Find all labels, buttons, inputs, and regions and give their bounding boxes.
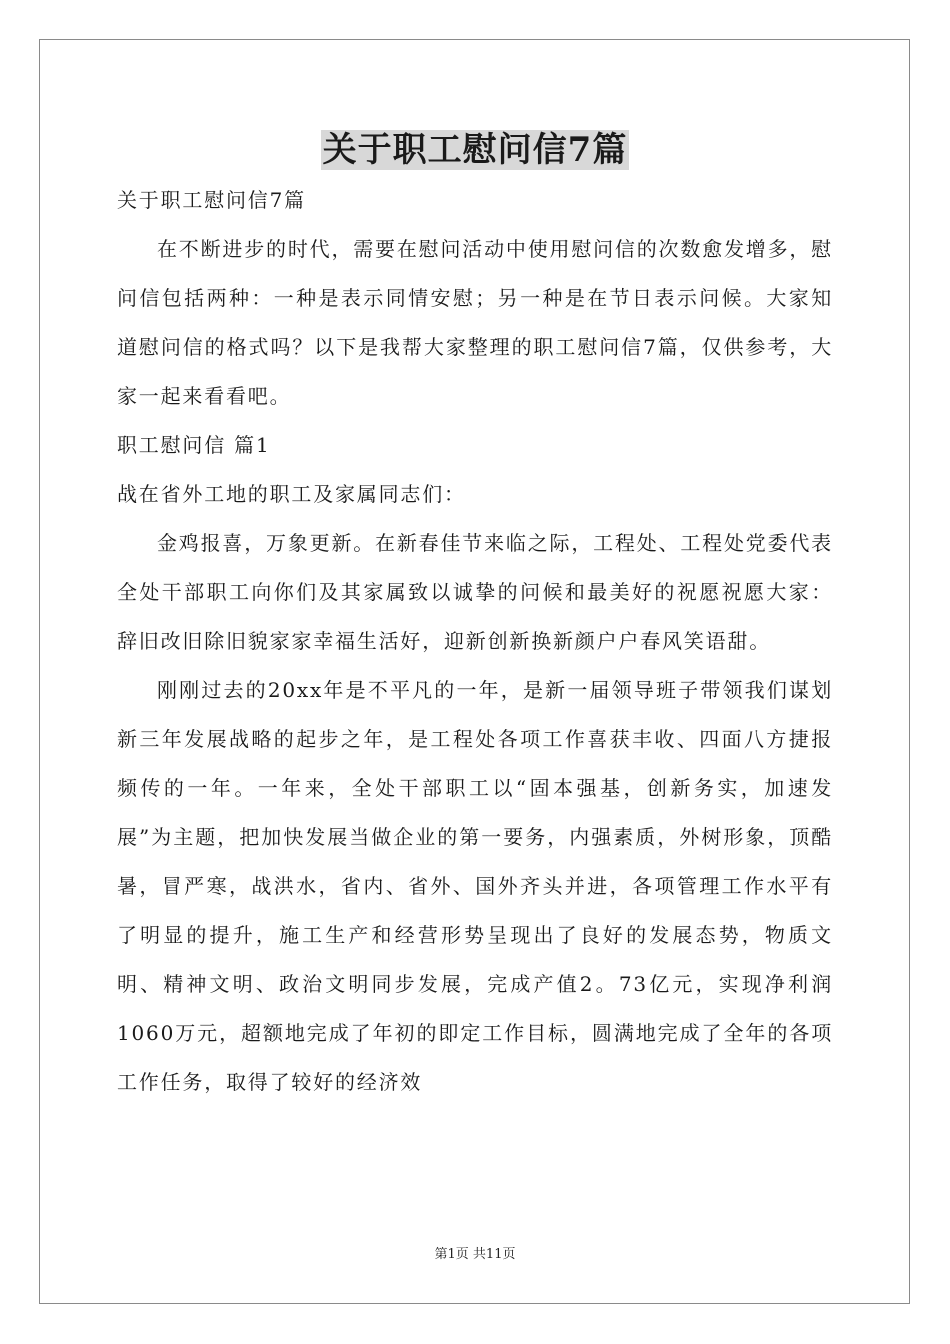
page-number: 第1页 共11页 — [434, 1247, 516, 1262]
intro-paragraph: 在不断进步的时代，需要在慰问活动中使用慰问信的次数愈发增多，慰问信包括两种：一种是表示同情安慰；另一种是在节日表示问候。大家知道慰问信的格式吗？以下是我帮大家整理的职工慰问信7篇，仅供参考，大家一起来看看吧。 — [117, 237, 833, 408]
document-title — [0, 123, 950, 177]
document-subtitle: 关于职工慰问信7篇 — [117, 188, 306, 212]
document-title-text: 关于职工慰问信7篇 — [322, 130, 628, 170]
section-heading: 职工慰问信 篇1 — [117, 433, 271, 457]
body-paragraph: 金鸡报喜，万象更新。在新春佳节来临之际，工程处、工程处党委代表全处干部职工向你们及其家属致以诚挚的问候和最美好的祝愿祝愿大家：辞旧改旧除旧貌家家幸福生活好，迎新创新换新颜户户春风笑语甜。 — [117, 531, 833, 653]
document-body — [117, 176, 833, 1107]
salutation: 战在省外工地的职工及家属同志们： — [117, 482, 466, 506]
body-paragraph: 刚刚过去的20xx年是不平凡的一年，是新一届领导班子带领我们谋划新三年发展战略的起步之年，是工程处各项工作喜获丰收、四面八方捷报频传的一年。一年来，全处干部职工以“固本强基，创新务实，加速发展”为主题，把加快发展当做企业的第一要务，内强素质，外树形象，顶酷暑，冒严寒，战洪水，省内、省外、国外齐头并进，各项管理工作水平有了明显的提升，施工生产和经营形势呈现出了良好的发展态势，物质文明、精神文明、政治文明同步发展，完成产值2。73亿元，实现净利润1060万元，超额地完成了年初的即定工作目标，圆满地完成了全年的各项工作任务，取得了较好的经济效 — [117, 678, 833, 1094]
